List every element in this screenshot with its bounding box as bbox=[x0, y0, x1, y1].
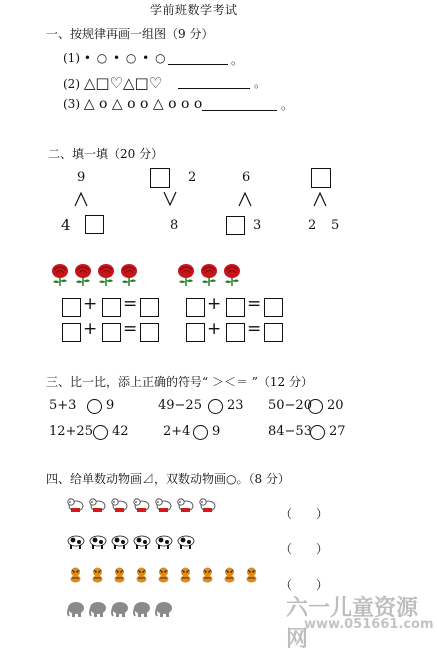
page-title: 学前班数学考试 bbox=[150, 3, 238, 17]
answer-paren[interactable]: （ ） bbox=[280, 578, 329, 592]
rose-icon bbox=[50, 263, 70, 287]
elephant-icon bbox=[110, 600, 129, 617]
compare-right: 20 bbox=[327, 398, 344, 413]
tiger-icon bbox=[220, 566, 239, 583]
tree3-answer-box[interactable] bbox=[226, 216, 245, 235]
elephant-icon bbox=[88, 600, 107, 617]
elephant-icon bbox=[154, 600, 173, 617]
tiger-icon bbox=[88, 566, 107, 583]
elephant-icon bbox=[66, 600, 85, 617]
tiger-icon bbox=[154, 566, 173, 583]
tiger-icon bbox=[66, 566, 85, 583]
compare-circle[interactable] bbox=[208, 399, 223, 414]
cow-icon bbox=[154, 532, 173, 549]
watermark-url: www.051661.com bbox=[304, 617, 434, 632]
equation-box[interactable] bbox=[62, 323, 81, 342]
equation-box[interactable] bbox=[102, 298, 121, 317]
rose-icon bbox=[96, 263, 116, 287]
seq-row-1 bbox=[63, 51, 167, 65]
seq-row-3-pattern: △ o △ o o △ o o o bbox=[83, 96, 203, 112]
period-2: 。 bbox=[254, 76, 267, 90]
tiger-icon bbox=[110, 566, 129, 583]
plus-sign: + bbox=[207, 294, 222, 314]
compare-right: 27 bbox=[329, 424, 346, 439]
elephant-icon bbox=[132, 600, 151, 617]
seq-row-3-label: (3) bbox=[63, 97, 80, 111]
answer-paren[interactable]: （ ） bbox=[280, 507, 329, 521]
polar-bear-icon bbox=[66, 497, 85, 514]
cow-icon bbox=[66, 532, 85, 549]
compare-circle[interactable] bbox=[310, 425, 325, 440]
seq-row-2-label: (2) bbox=[63, 77, 80, 91]
compare-right: 9 bbox=[106, 398, 115, 413]
polar-bear-icon bbox=[176, 497, 195, 514]
compare-right: 23 bbox=[227, 398, 244, 413]
tiger-icon bbox=[176, 566, 195, 583]
rose-icon bbox=[222, 263, 242, 287]
period-3: 。 bbox=[281, 98, 294, 112]
watermark-title: 六一儿童资源网 bbox=[286, 596, 419, 652]
seq-row-2-pattern: △□♡△□♡ bbox=[83, 74, 163, 92]
polar-bear-icon bbox=[132, 497, 151, 514]
compare-left: 12+25 bbox=[49, 424, 93, 439]
section3-heading: 三、比一比，添上正确的符号“ ＞＜＝ ”（12 分） bbox=[46, 375, 313, 389]
polar-bear-icon bbox=[198, 497, 217, 514]
tree3-right: 3 bbox=[253, 218, 262, 233]
tree2-right: 8 bbox=[170, 218, 179, 233]
tree4-answer-box[interactable] bbox=[311, 168, 331, 188]
compare-circle[interactable] bbox=[308, 399, 323, 414]
cow-icon bbox=[110, 532, 129, 549]
section4-heading: 四、给单数动物画⊿，双数动物画○。（8 分） bbox=[46, 472, 290, 486]
compare-circle[interactable] bbox=[87, 399, 102, 414]
polar-bear-icon bbox=[154, 497, 173, 514]
period-1: 。 bbox=[231, 53, 244, 67]
compare-left: 2+4 bbox=[163, 424, 191, 439]
compare-left: 5+3 bbox=[49, 398, 77, 413]
compare-left: 84−53 bbox=[268, 424, 312, 439]
answer-blank-3[interactable] bbox=[202, 110, 277, 111]
equals-sign: = bbox=[247, 319, 262, 339]
equation-box[interactable] bbox=[102, 323, 121, 342]
polar-bear-icon bbox=[110, 497, 129, 514]
rose-icon bbox=[119, 263, 139, 287]
rose-icon bbox=[176, 263, 196, 287]
tree2-branch-icon bbox=[162, 191, 178, 207]
plus-sign: + bbox=[83, 294, 98, 314]
tree2-answer-box[interactable] bbox=[150, 168, 170, 188]
tree4-branch-icon bbox=[312, 191, 328, 207]
compare-right: 42 bbox=[112, 424, 129, 439]
tree3-branch-icon bbox=[237, 191, 253, 207]
tree1-left: 4 bbox=[61, 216, 71, 234]
section1-heading: 一、按规律再画一组图（9 分） bbox=[46, 27, 214, 41]
tree2-top: 2 bbox=[188, 170, 197, 185]
equation-box[interactable] bbox=[62, 298, 81, 317]
seq-row-2 bbox=[63, 74, 162, 92]
tiger-icon bbox=[132, 566, 151, 583]
tree4-right: 5 bbox=[331, 218, 340, 233]
equation-box[interactable] bbox=[140, 298, 159, 317]
equation-box[interactable] bbox=[186, 298, 205, 317]
cow-icon bbox=[176, 532, 195, 549]
answer-blank-2[interactable] bbox=[178, 88, 250, 89]
section2-heading: 二、填一填（20 分） bbox=[48, 147, 164, 161]
seq-row-1-label: (1) bbox=[63, 51, 80, 65]
equals-sign: = bbox=[123, 319, 138, 339]
compare-right: 9 bbox=[212, 424, 221, 439]
equals-sign: = bbox=[123, 294, 138, 314]
equation-box[interactable] bbox=[264, 298, 283, 317]
compare-circle[interactable] bbox=[193, 425, 208, 440]
answer-paren[interactable]: （ ） bbox=[280, 542, 329, 556]
rose-icon bbox=[199, 263, 219, 287]
plus-sign: + bbox=[207, 319, 222, 339]
equals-sign: = bbox=[247, 294, 262, 314]
cow-icon bbox=[132, 532, 151, 549]
equation-box[interactable] bbox=[226, 298, 245, 317]
compare-circle[interactable] bbox=[93, 425, 108, 440]
tiger-icon bbox=[242, 566, 261, 583]
tree1-answer-box[interactable] bbox=[85, 215, 104, 234]
rose-icon bbox=[73, 263, 93, 287]
seq-row-3 bbox=[63, 96, 202, 112]
tree3-top: 6 bbox=[242, 170, 251, 185]
equation-box[interactable] bbox=[140, 323, 159, 342]
compare-left: 49−25 bbox=[158, 398, 202, 413]
answer-blank-1[interactable] bbox=[168, 64, 228, 65]
tree1-branch-icon bbox=[73, 191, 89, 207]
polar-bear-icon bbox=[88, 497, 107, 514]
equation-box[interactable] bbox=[226, 323, 245, 342]
plus-sign: + bbox=[83, 319, 98, 339]
tiger-icon bbox=[198, 566, 217, 583]
cow-icon bbox=[88, 532, 107, 549]
equation-box[interactable] bbox=[264, 323, 283, 342]
seq-row-1-pattern: • ○ • ○ • ○ bbox=[83, 51, 167, 65]
tree1-top: 9 bbox=[77, 170, 86, 185]
tree4-left: 2 bbox=[308, 218, 317, 233]
compare-left: 50−20 bbox=[268, 398, 312, 413]
equation-box[interactable] bbox=[186, 323, 205, 342]
